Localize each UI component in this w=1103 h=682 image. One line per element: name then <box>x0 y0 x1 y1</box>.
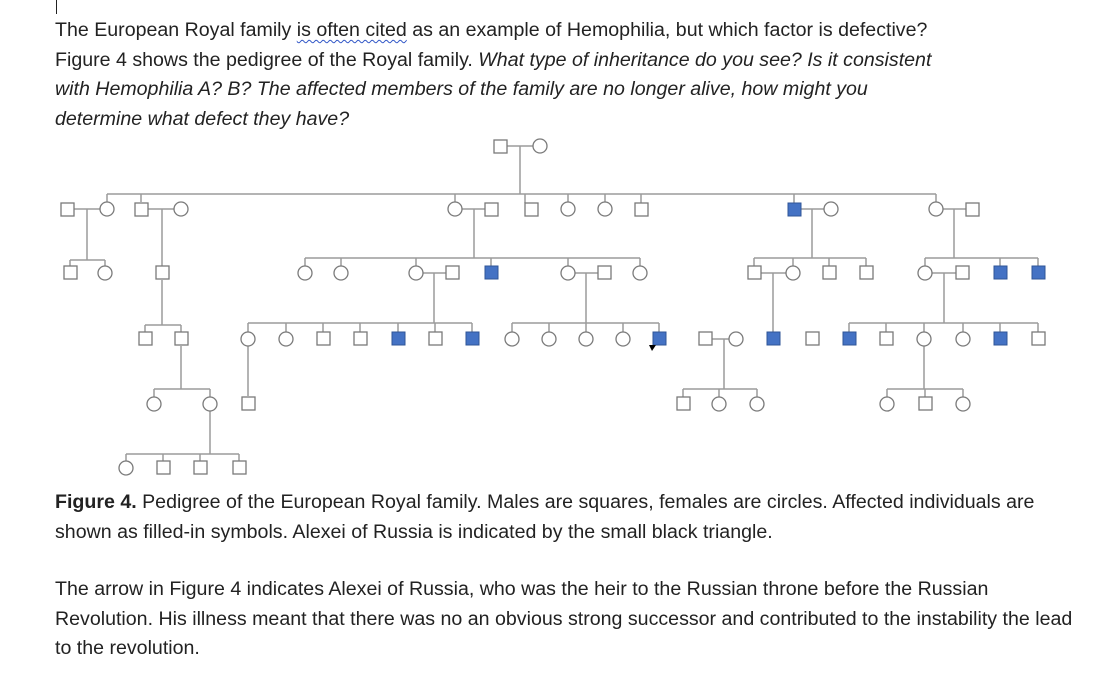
male-symbol <box>156 266 169 279</box>
male-symbol <box>677 397 690 410</box>
male-symbol <box>429 332 442 345</box>
caption-text: Pedigree of the European Royal family. Males are squares, females are circles. Affected individuals are shown as filled-in symbols. Alexei of Russia is indicated by the small black triangle. <box>55 491 1035 543</box>
affected-male-symbol <box>392 332 405 345</box>
proband-triangle-marker <box>649 345 656 351</box>
female-symbol <box>298 266 312 280</box>
female-symbol <box>956 397 970 411</box>
female-symbol <box>598 202 612 216</box>
explanation-paragraph: The arrow in Figure 4 indicates Alexei of Russia, who was the heir to the Russian throne before the Russian Revolution. His illness meant that there was no an obvious strong successor and contributed to the instability the lead to the revolution. <box>55 578 1073 660</box>
affected-male-symbol <box>1032 266 1045 279</box>
question-line3-italic: with Hemophilia A? B? The affected members of the family are no longer alive, how might you <box>55 78 868 101</box>
female-symbol <box>824 202 838 216</box>
female-symbol <box>147 397 161 411</box>
female-symbol <box>633 266 647 280</box>
male-symbol <box>525 203 538 216</box>
male-symbol <box>354 332 367 345</box>
female-symbol <box>561 266 575 280</box>
affected-male-symbol <box>485 266 498 279</box>
female-symbol <box>956 332 970 346</box>
female-symbol <box>334 266 348 280</box>
male-symbol <box>635 203 648 216</box>
female-symbol <box>786 266 800 280</box>
female-symbol <box>918 266 932 280</box>
male-symbol <box>699 332 712 345</box>
affected-male-symbol <box>788 203 801 216</box>
question-line1-end: as an example of Hemophilia, but which factor is defective? <box>406 19 928 41</box>
male-symbol <box>61 203 74 216</box>
female-symbol <box>100 202 114 216</box>
male-symbol <box>242 397 255 410</box>
male-symbol <box>485 203 498 216</box>
male-symbol <box>860 266 873 279</box>
grammar-underlined-text[interactable]: is often cited <box>296 19 407 41</box>
female-symbol <box>533 139 547 153</box>
male-symbol <box>1032 332 1045 345</box>
pedigree-lines <box>70 146 1038 461</box>
male-symbol <box>233 461 246 474</box>
female-symbol <box>542 332 556 346</box>
female-symbol <box>241 332 255 346</box>
female-symbol <box>279 332 293 346</box>
caption-label: Figure 4. <box>55 491 137 513</box>
male-symbol <box>135 203 148 216</box>
male-symbol <box>175 332 188 345</box>
male-symbol <box>919 397 932 410</box>
male-symbol <box>956 266 969 279</box>
male-symbol <box>880 332 893 345</box>
female-symbol <box>917 332 931 346</box>
female-symbol <box>712 397 726 411</box>
male-symbol <box>194 461 207 474</box>
female-symbol <box>98 266 112 280</box>
question-line1-start: The European Royal family <box>55 19 297 41</box>
male-symbol <box>598 266 611 279</box>
male-symbol <box>823 266 836 279</box>
affected-male-symbol <box>466 332 479 345</box>
question-line2-italic: What type of inheritance do you see? Is it consistent <box>478 48 932 71</box>
female-symbol <box>729 332 743 346</box>
female-symbol <box>750 397 764 411</box>
female-symbol <box>561 202 575 216</box>
female-symbol <box>616 332 630 346</box>
female-symbol <box>119 461 133 475</box>
male-symbol <box>139 332 152 345</box>
female-symbol <box>174 202 188 216</box>
affected-male-symbol <box>994 332 1007 345</box>
female-symbol <box>929 202 943 216</box>
female-symbol <box>880 397 894 411</box>
female-symbol <box>505 332 519 346</box>
figure-caption <box>55 488 1075 547</box>
affected-male-symbol <box>843 332 856 345</box>
male-symbol <box>157 461 170 474</box>
question-line4-italic: determine what defect they have? <box>55 107 350 130</box>
affected-male-symbol <box>994 266 1007 279</box>
pedigree-individuals <box>61 139 1045 475</box>
female-symbol <box>409 266 423 280</box>
affected-male-symbol-alexei <box>653 332 666 345</box>
female-symbol <box>203 397 217 411</box>
male-symbol <box>446 266 459 279</box>
female-symbol <box>579 332 593 346</box>
question-line2-plain: Figure 4 shows the pedigree of the Royal family. <box>55 48 479 71</box>
male-symbol <box>748 266 761 279</box>
male-symbol <box>494 140 507 153</box>
male-symbol <box>64 266 77 279</box>
female-symbol <box>448 202 462 216</box>
male-symbol <box>966 203 979 216</box>
male-symbol <box>806 332 819 345</box>
male-symbol <box>317 332 330 345</box>
affected-male-symbol <box>767 332 780 345</box>
